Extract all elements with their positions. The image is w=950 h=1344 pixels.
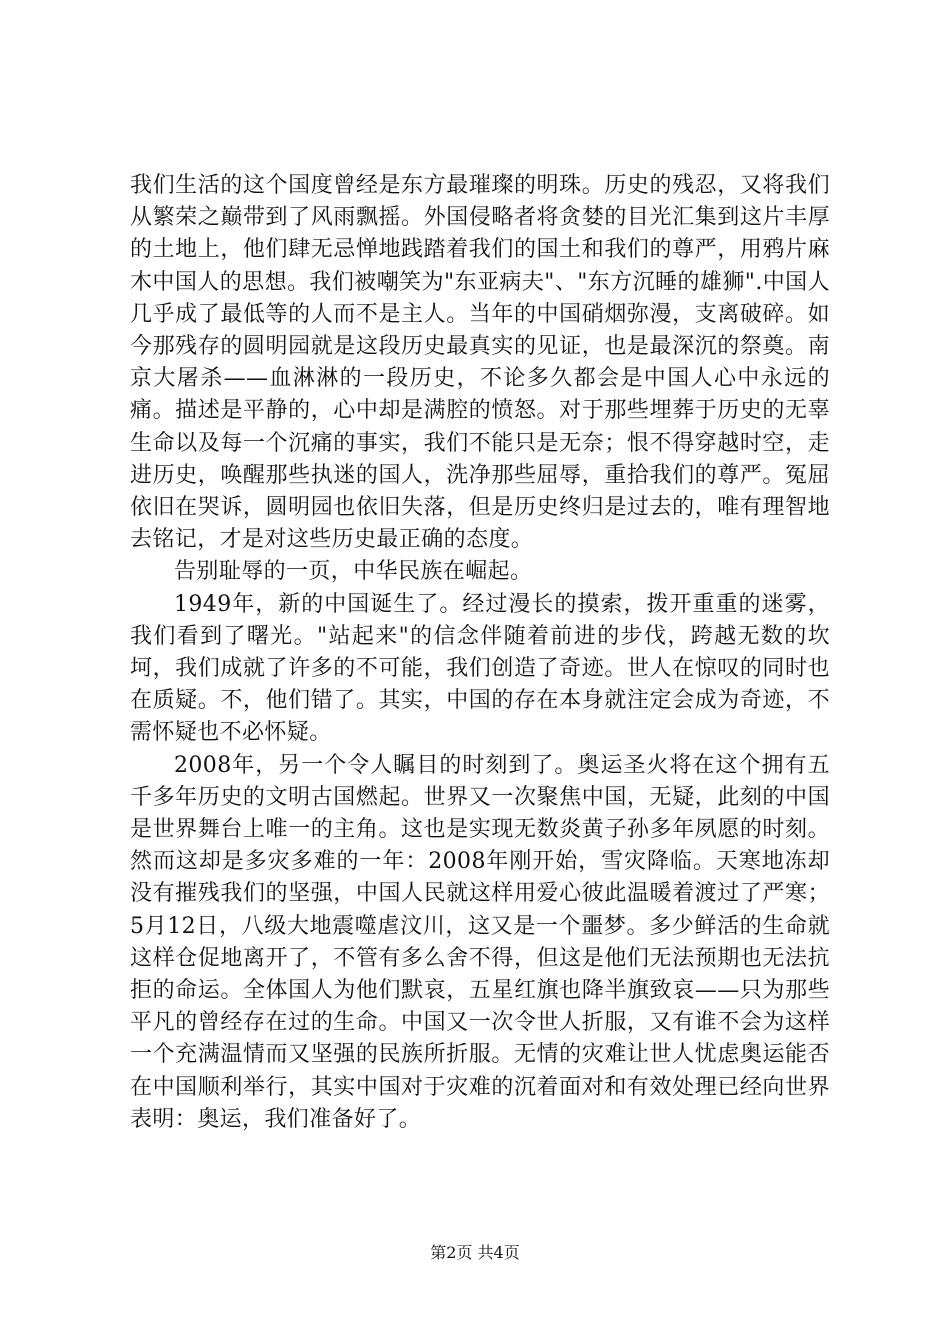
paragraph-history: 我们生活的这个国度曾经是东方最璀璨的明珠。历史的残忍，又将我们从繁荣之巅带到了风雨飘摇。外国侵略者将贪婪的目光汇集到这片丰厚的土地上，他们肆无忌惮地践踏着我们的国土和我们的尊严，用鸦片麻木中国人的思想。我们被嘲笑为"东亚病夫"、"东方沉睡的雄狮".中国人几乎成了最低等的人而不是主人。当年的中国硝烟弥漫，支离破碎。如今那残存的圆明园就是这段历史最真实的见证，也是最深沉的祭奠。南京大屠杀——血淋淋的一段历史，不论多久都会是中国人心中永远的痛。描述是平静的，心中却是满腔的愤怒。对于那些埋葬于历史的无辜生命以及每一个沉痛的事实，我们不能只是无奈；恨不得穿越时空，走进历史，唤醒那些执迷的国人，洗净那些屈辱，重拾我们的尊严。冤屈依旧在哭诉，圆明园也依旧失落，但是历史终归是过去的，唯有理智地去铭记，才是对这些历史最正确的态度。	[130, 173, 830, 553]
document-body	[130, 170, 830, 1136]
paragraph-1949: 1949年，新的中国诞生了。经过漫长的摸索，拨开重重的迷雾，我们看到了曙光。"站起来"的信念伴随着前进的步伐，跨越无数的坎坷，我们成就了许多的不可能，我们创造了奇迹。世人在惊叹的同时也在质疑。不，他们错了。其实，中国的存在本身就注定会成为奇迹，不需怀疑也不必怀疑。	[130, 591, 830, 746]
paragraph-2008: 2008年，另一个令人瞩目的时刻到了。奥运圣火将在这个拥有五千多年历史的文明古国燃起。世界又一次聚焦中国，无疑，此刻的中国是世界舞台上唯一的主角。这也是实现无数炎黄子孙多年夙愿的时刻。然而这却是多灾多难的一年：2008年刚开始，雪灾降临。天寒地冻却没有摧残我们的坚强，中国人民就这样用爱心彼此温暖着渡过了严寒；5月12日，八级大地震噬虐汶川，这又是一个噩梦。多少鲜活的生命就这样仓促地离开了，不管有多么舍不得，但这是他们无法预期也无法抗拒的命运。全体国人为他们默哀，五星红旗也降半旗致哀——只为那些平凡的曾经存在过的生命。中国又一次令世人折服，又有谁不会为这样一个充满温情而又坚强的民族所折服。无情的灾难让世人忧虑奥运能否在中国顺利举行，其实中国对于灾难的沉着面对和有效处理已经向世界表明：奥运，我们准备好了。	[130, 752, 830, 1132]
page-number-footer: 第2页 共4页	[430, 1243, 520, 1262]
paragraph-farewell: 告别耻辱的一页，中华民族在崛起。	[174, 559, 533, 585]
